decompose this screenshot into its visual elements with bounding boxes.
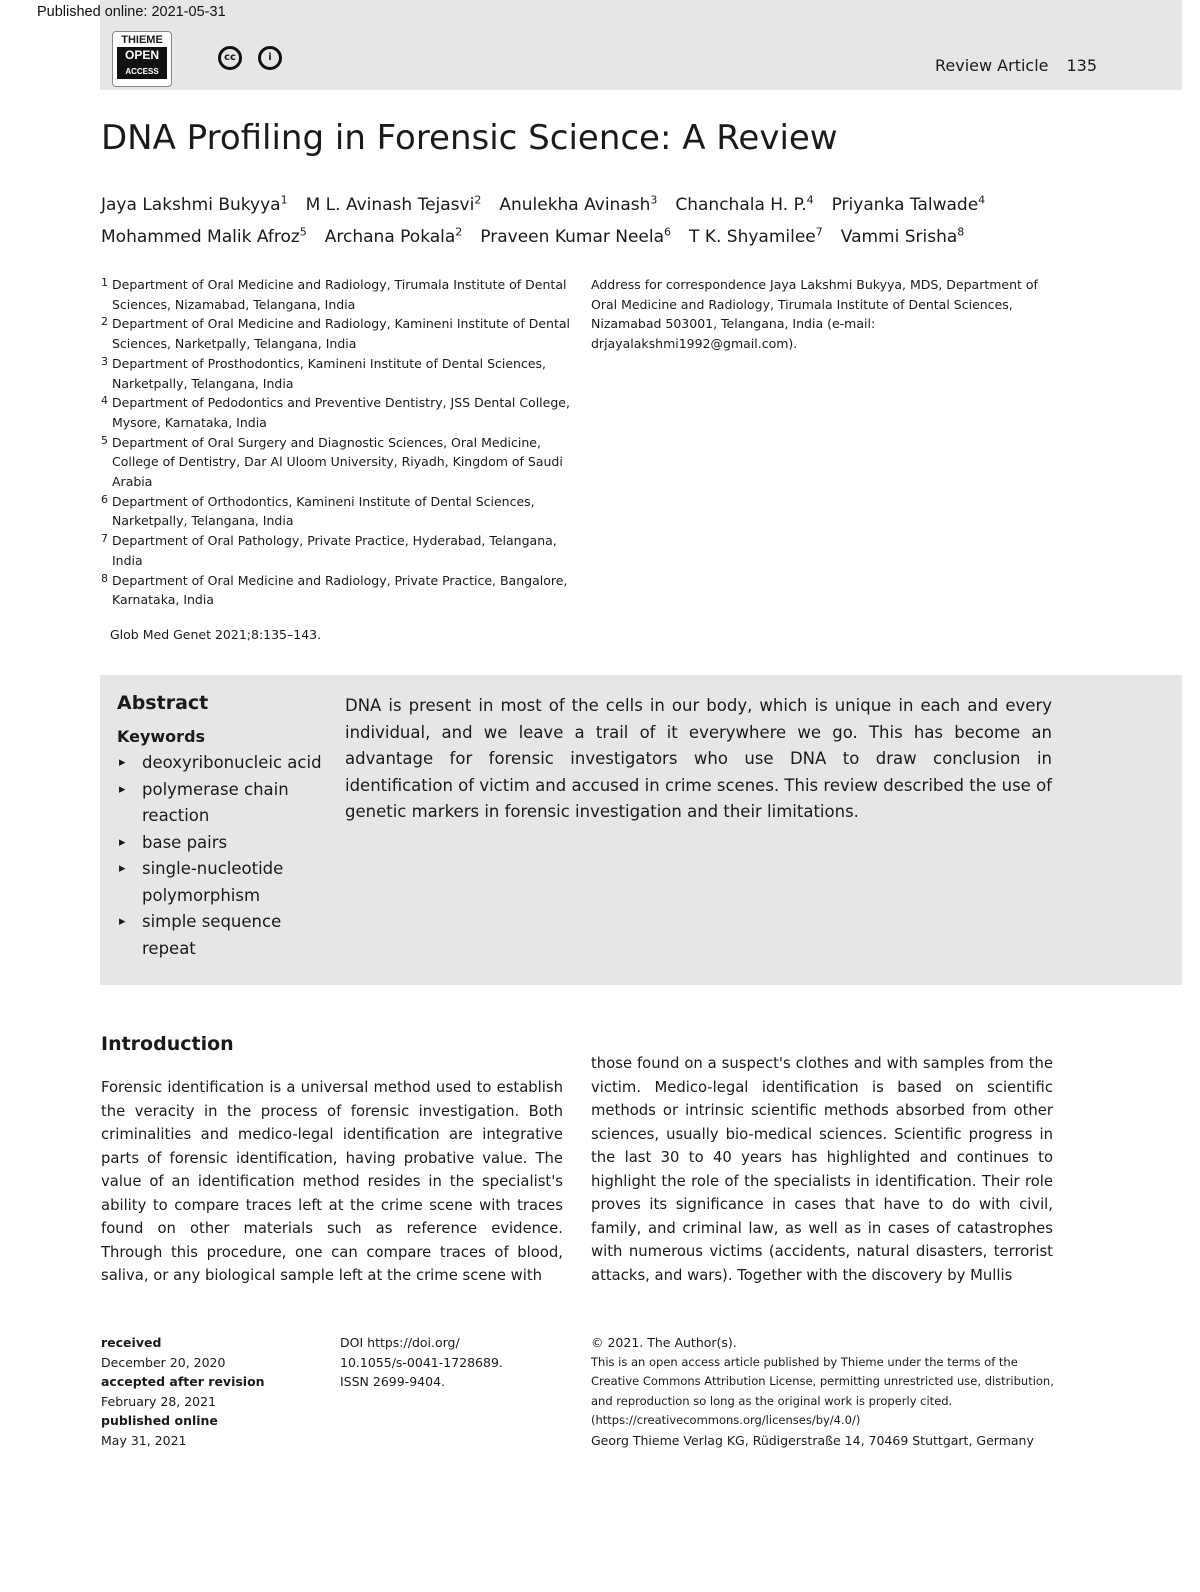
affiliation-text: Department of Pedodontics and Preventive Dentistry, JSS Dental College, Mysore, Karnataka, India (112, 395, 570, 430)
affiliation-text: Department of Oral Medicine and Radiology, Kamineni Institute of Dental Sciences, Narketpally, Telangana, India (112, 316, 570, 352)
published-label: published online (101, 1413, 218, 1429)
affiliation-number: 7 (101, 532, 108, 546)
author-name: Praveen Kumar Neela (480, 227, 665, 248)
issn-label: ISSN (340, 1374, 369, 1390)
license-block (591, 1333, 1061, 1451)
affiliation-text: Department of Prosthodontics, Kamineni Institute of Dental Sciences, Narketpally, Telangana, India (112, 355, 547, 391)
author (841, 227, 965, 247)
author (689, 227, 823, 247)
author (101, 195, 288, 215)
affiliation (101, 393, 571, 432)
author (480, 227, 671, 247)
abstract-text: DNA is present in most of the cells in our body, which is unique in each and every individual, and we leave a trail of it everywhere we go. This has become an advantage for forensic investigators who use DNA to draw conclusion in identification of victim and accused in crime scenes. This review described the use of genetic markers in forensic investigation and their limitations. (345, 696, 1052, 821)
author-affiliation-number: 1 (280, 193, 288, 206)
accepted-label: accepted after revision (101, 1374, 265, 1390)
author-affiliation-number: 3 (650, 193, 658, 206)
author-name: Vammi Srisha (840, 227, 958, 248)
author (101, 227, 307, 247)
affiliation-text: Department of Oral Medicine and Radiology, Private Practice, Bangalore, Karnataka, India (112, 572, 568, 608)
author-name: M L. Avinash Tejasvi (305, 194, 475, 215)
logo-line: OPEN (117, 47, 167, 64)
author-name: Anulekha Avinash (499, 194, 651, 215)
affiliation-number: 8 (101, 571, 108, 585)
cc-icon: cc (218, 46, 242, 70)
affiliation (101, 571, 571, 610)
affiliation-text: Department of Orthodontics, Kamineni Institute of Dental Sciences, Narketpally, Telangana, India (112, 493, 535, 529)
author-affiliation-number: 4 (978, 193, 986, 206)
affiliation-text: Department of Oral Pathology, Private Practice, Hyderabad, Telangana, India (112, 533, 557, 568)
doi-link[interactable]: https://doi.org/ 10.1055/s-0041-1728689. (340, 1335, 503, 1370)
keyword: ▸ simple sequence repeat (117, 909, 332, 962)
received-label: received (101, 1335, 162, 1350)
published-date: May 31, 2021 (101, 1432, 187, 1448)
header-band (100, 0, 1182, 90)
author-name: Jaya Lakshmi Bukyya (101, 194, 281, 215)
author-name: Mohammed Malik Afroz (101, 227, 300, 248)
keywords-heading: Keywords (117, 727, 206, 746)
copyright: © 2021. The Author(s). (591, 1335, 737, 1350)
accepted-date: February 28, 2021 (101, 1393, 217, 1409)
received-date: December 20, 2020 (101, 1354, 226, 1370)
author-affiliation-number: 8 (957, 225, 965, 239)
affiliation (101, 531, 571, 570)
author-affiliation-number: 5 (299, 225, 307, 239)
author-affiliation-number: 2 (474, 193, 482, 206)
affiliation (101, 433, 571, 492)
keyword: ▸ polymerase chain reaction (117, 777, 332, 830)
author (325, 227, 463, 247)
affiliation (101, 275, 571, 314)
keyword: ▸ single-nucleotide polymorphism (117, 856, 332, 909)
keyword: ▸ deoxyribonucleic acid (117, 750, 332, 777)
author-list (101, 186, 1101, 251)
author-affiliation-number: 7 (815, 225, 823, 239)
citation: Glob Med Genet 2021;8:135–143. (110, 627, 322, 642)
affiliations (101, 275, 571, 610)
author-name: Priyanka Talwade (831, 194, 979, 215)
author (675, 195, 813, 215)
affiliation-number: 6 (101, 492, 108, 506)
affiliation (101, 314, 571, 353)
affiliation-text: Department of Oral Medicine and Radiology, Tirumala Institute of Dental Sciences, Nizamabad, Telangana, India (112, 277, 567, 312)
author (832, 195, 986, 215)
page-number: 135 (1066, 56, 1098, 75)
running-head (935, 56, 1097, 75)
affiliation-number: 3 (101, 354, 108, 368)
author-affiliation-number: 6 (664, 225, 672, 239)
correspondence-address: Address for correspondence Jaya Lakshmi Bukyya, MDS, Department of Oral Medicine and Radiology, Tirumala Institute of Dental Sciences, Nizamabad 503001, Telangana, India (e-mail: drjayalakshmi1992@gmail.com). (591, 277, 1038, 352)
issn-value: 2699-9404. (372, 1374, 445, 1390)
article-title: DNA Profiling in Forensic Science: A Review (101, 118, 838, 158)
abstract-heading: Abstract (117, 692, 209, 714)
thieme-open-access-logo (112, 31, 172, 87)
article-type: Review Article (935, 56, 1049, 75)
doi-block (340, 1333, 520, 1392)
affiliation-number: 1 (101, 276, 108, 289)
author-affiliation-number: 2 (455, 225, 463, 239)
affiliation (101, 354, 571, 393)
affiliation-number: 5 (101, 433, 108, 447)
author-name: Archana Pokala (324, 227, 456, 248)
author-affiliation-number: 4 (806, 193, 814, 206)
author-name: T K. Shyamilee (689, 227, 816, 248)
license-text: This is an open access article published by Thieme under the terms of the Creative Commons Attribution License, permitting unrestricted use, distribution, and reproduction so long as the original work is properly cited. (https://creativecommons.org/licenses/by/4.0/) (591, 1354, 1054, 1428)
published-online-stamp: Published online: 2021-05-31 (37, 4, 226, 20)
author (499, 195, 657, 215)
publisher: Georg Thieme Verlag KG, Rüdigerstraße 14, 70469 Stuttgart, Germany (591, 1432, 1034, 1448)
author (306, 195, 482, 215)
dates-block (101, 1333, 265, 1451)
affiliation-number: 4 (101, 394, 108, 408)
keywords-list (117, 750, 332, 962)
by-attribution-icon: i (258, 46, 282, 70)
affiliation (101, 492, 571, 531)
affiliation-text: Department of Oral Surgery and Diagnostic Sciences, Oral Medicine, College of Dentistry, Dar Al Uloom University, Riyadh, Kingdom of Saudi Arabia (112, 434, 563, 490)
body-column-right: those found on a suspect's clothes and with samples from the victim. Medico-legal identification is based on scientific methods or intrinsic scientific methods absorbed from other sciences, usually bio-medical sciences. Scientific progress in the last 30 to 40 years has highlighted and continues to highlight the role of the specialists in identification. Their role proves its significance in cases that have to do with civil, family, and criminal law, as well as in cases of catastrophes with numerous victims (accidents, natural disasters, terrorist attacks, and wars). Together with the discovery by Mullis (591, 1055, 1053, 1284)
keyword: ▸ base pairs (117, 830, 332, 857)
doi-label: DOI (340, 1335, 364, 1350)
logo-line: THIEME (121, 34, 163, 46)
affiliation-number: 2 (101, 315, 108, 329)
author-name: Chanchala H. P. (675, 194, 807, 215)
body-column-left: Forensic identification is a universal method used to establish the veracity in the process of forensic investigation. Both criminalities and medico-legal identification are integrative parts of forensic identification, having probative value. The value of an identification method resides in the specialist's ability to compare traces left at the crime scene with traces found on other materials such as reference evidence. Through this procedure, one can compare traces of blood, saliva, or any biological sample left at the crime scene with (101, 1079, 563, 1284)
introduction-heading: Introduction (101, 1033, 234, 1055)
logo-line: ACCESS (117, 64, 167, 79)
